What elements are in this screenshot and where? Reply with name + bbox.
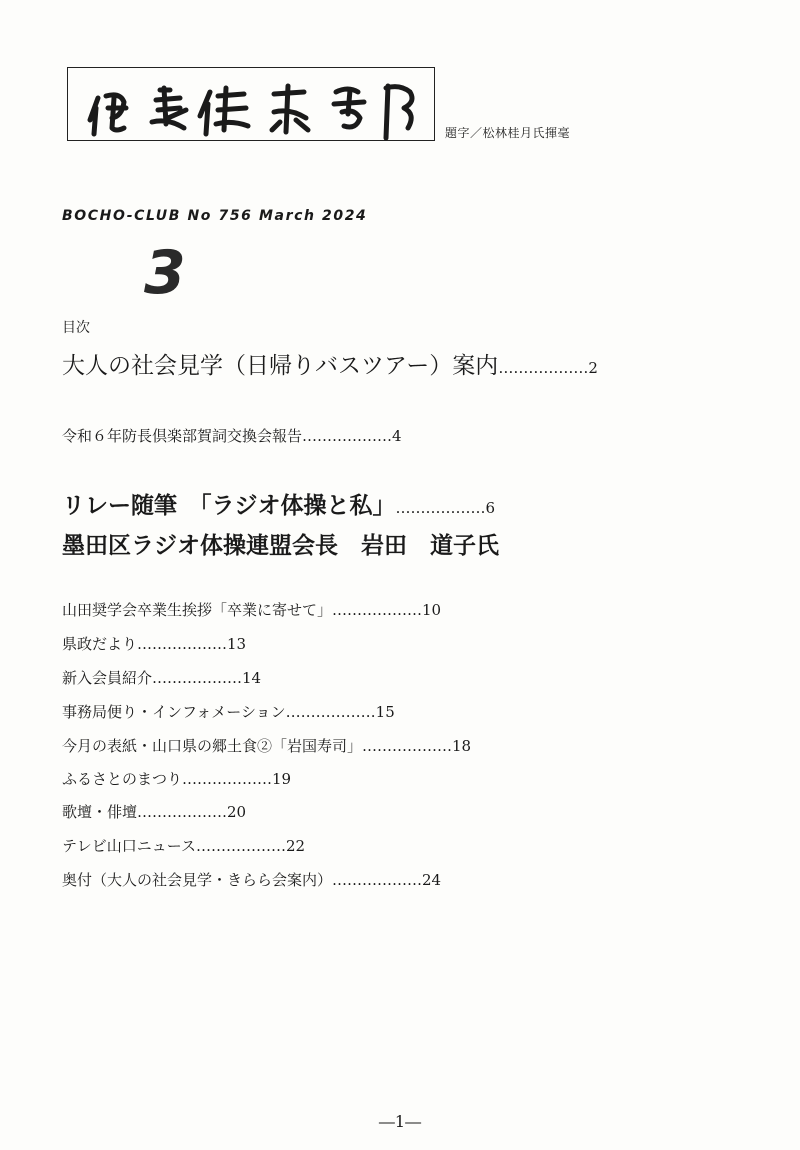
toc-entry-page: 24 xyxy=(422,871,442,889)
toc-entry[interactable] xyxy=(62,492,495,520)
toc-entry[interactable] xyxy=(62,736,471,756)
toc-entry-dots: ……………… xyxy=(498,359,589,377)
toc-entry-dots: ……………… xyxy=(137,635,228,653)
toc-entry-dots: ……………… xyxy=(395,499,486,517)
toc-heading: 目次 xyxy=(62,320,90,336)
toc-entry[interactable] xyxy=(62,836,305,856)
toc-entry[interactable] xyxy=(62,870,441,890)
toc-entry-page: 2 xyxy=(588,359,598,377)
toc-entry-page: 6 xyxy=(485,499,496,517)
toc-entry-title: リレー随筆 「ラジオ体操と私」 xyxy=(62,492,396,519)
toc-entry-title: 今月の表紙・山口県の郷土食②「岩国寿司」 xyxy=(62,737,363,755)
toc-entry-dots: ……………… xyxy=(362,737,453,755)
issue-line: BOCHO-CLUB No 756 March 2024 xyxy=(62,208,368,224)
toc-entry-dots: ……………… xyxy=(137,803,228,821)
toc-entry[interactable] xyxy=(62,352,598,380)
toc-entry-page: 18 xyxy=(452,737,472,755)
toc-entry[interactable] xyxy=(62,600,441,620)
toc-entry-dots: ……………… xyxy=(182,770,273,788)
toc-entry-dots: ……………… xyxy=(332,871,423,889)
toc-entry-page: 13 xyxy=(227,635,247,653)
toc-entry-title: 県政だより xyxy=(62,635,138,653)
toc-entry-title: 墨田区ラジオ体操連盟会長 岩田 道子氏 xyxy=(62,532,499,559)
toc-entry-page: 4 xyxy=(392,427,402,445)
toc-entry[interactable] xyxy=(62,769,291,789)
toc-entry-page: 14 xyxy=(242,669,262,687)
toc-entry-title: ふるさとのまつり xyxy=(62,770,183,788)
toc-entry-page: 22 xyxy=(285,837,306,855)
issue-month-number: 3 xyxy=(144,238,186,308)
toc-entry-title: テレビ山口ニュース xyxy=(62,837,196,855)
toc-entry-title: 新入会員紹介 xyxy=(62,669,153,687)
toc-entry-title: 山田奨学会卒業生挨拶「卒業に寄せて」 xyxy=(62,601,333,619)
toc-entry-dots: ……………… xyxy=(152,669,243,687)
toc-entry-subtitle xyxy=(62,532,499,560)
toc-entry-title: 歌壇・俳壇 xyxy=(62,803,138,821)
calligraphy-credit: 題字／松林桂月氏揮毫 xyxy=(445,126,571,140)
toc-entry[interactable] xyxy=(62,802,246,822)
toc-entry-title: 事務局便り・インフォメーション xyxy=(62,703,286,721)
toc-entry-page: 20 xyxy=(227,803,247,821)
toc-entry-dots: ……………… xyxy=(332,601,423,619)
toc-entry-page: 19 xyxy=(272,770,292,788)
toc-entry-title: 令和６年防長倶楽部賀詞交換会報告 xyxy=(62,427,303,445)
toc-entry-page: 10 xyxy=(422,601,442,619)
toc-entry-page: 15 xyxy=(375,703,395,721)
page-number: ―1― xyxy=(378,1112,422,1131)
toc-entry-dots: ……………… xyxy=(302,427,393,445)
toc-entry-title: 奥付（大人の社会見学・きらら会案内） xyxy=(62,871,333,889)
masthead-calligraphy xyxy=(67,67,435,141)
toc-entry[interactable] xyxy=(62,668,261,688)
toc-entry[interactable] xyxy=(62,634,246,654)
calligraphy-title-image xyxy=(68,68,436,142)
toc-entry[interactable] xyxy=(62,426,402,446)
toc-entry-dots: ……………… xyxy=(285,703,376,721)
toc-entry-title: 大人の社会見学（日帰りバスツアー）案内 xyxy=(62,353,499,379)
toc-entry[interactable] xyxy=(62,702,395,722)
toc-entry-dots: ……………… xyxy=(195,837,286,855)
